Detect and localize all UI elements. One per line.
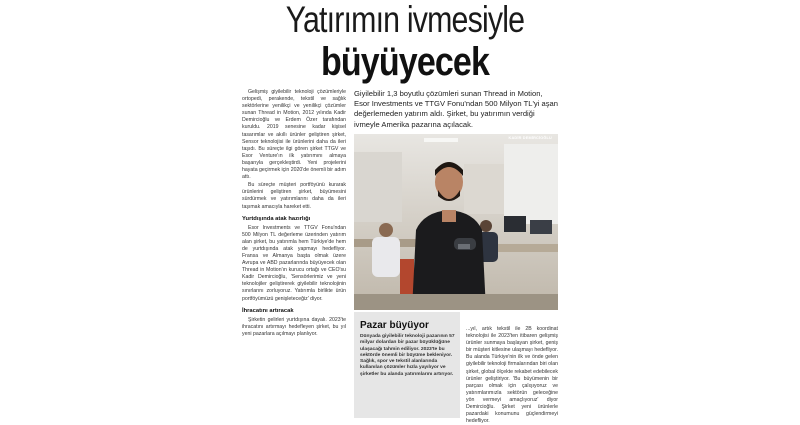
subheading-abroad: Yurtdışında atak hazırlığı <box>242 215 311 222</box>
headline-line2: büyüyecek <box>320 40 490 84</box>
lead-paragraph: Giyilebilir 1,3 boyutlu çözümleri sunan Thread in Motion, Esor Investments ve TTGV Fonu'ndan 500 Milyon TL'yi aşan değerlemeden yatırım aldı. Şirket, bu yatırımın verdiği ivmeyle Amerika pazarına açılacak. <box>354 89 558 129</box>
headline-line1: Yatırımın ivmesiyle <box>285 0 525 40</box>
sidebar-box <box>354 312 460 418</box>
left-paragraph-3: Esor Investments ve TTGV Fonu'ndan 500 Milyon TL değerleme üzerinden yatırım alan şirket, bu yatırımla hem Türkiye'de hem de yurtdışında atak yapmayı hedefliyor. Fransa ve Almanya başta olmak üzere Avrupa ve ABD pazarlarında büyüyecek olan Thread in Motion'ın kurucu ortağı ve CEO'su Kadir Demircioğlu, 'Sensörlerimiz ve yeni teknolojiler geliştirerek giyilebilir teknolojinin sınırlarını zorluyoruz. Yatırımla birlikte ürün portföyümüzü genişleteceğiz' diyor. <box>242 224 346 302</box>
photo-credit: KADİR DEMİRCİOĞLU <box>508 136 552 140</box>
left-column <box>242 89 346 418</box>
box-text: Dünyada giyilebilir teknoloji pazarının 57 milyar dolardan bir pazar büyüklüğüne ulaşacağı tahmin ediliyor. 2023'te bu sektörde önemli bir büyüme bekleniyor. Sağlık, spor ve tekstil alanlarında kullanılan çözümler hızla yayılıyor ve şirketler bu alanda yatırımlarını artırıyor. <box>360 334 455 377</box>
box-title: Pazar büyüyor <box>360 320 429 331</box>
right-paragraph: ...yıl, artık tekstil ile 2B koordinat teknolojisi ile 2023'ten itibaren gelişmiş ürünler sunmaya başlayan şirket, geniş bir müşteri kitlesine ulaşmayı hedefliyor. Bu alanda Türkiye'nin ilk ve önde gelen giyilebilir teknoloji firmalarından biri olan şirket, global ölçekte rekabet edebilecek ürünler geliştiriyor. 'Bu büyümenin bir parçası olmak için çalışıyoruz ve yatırımlarımızla sektörün geleceğine yön vermeyi amaçlıyoruz' diyor Demircioğlu. Şirket yeni ürünlerle pazardaki konumunu güçlendirmeyi hedefliyor. <box>466 326 558 425</box>
left-paragraph-1: Gelişmiş giyilebilir teknoloji çözümleriyle ortopedi, perakende, tekstil ve sağlık sektörlerine yenilikçi ve yenilikçi çözümler sunan Thread in Motion, 2012 yılında Kadir Demircioğlu ve Erdem Özer tarafından kuruldu. 2019 senesine kadar kişisel tasarımlar ve akıllı ürünler geliştiren şirket, Sensor teknolojisi ile ürünlerini daha da ileri taşıdı. Bu süreçte ilgi gören şirket TTGV ve Esor Venture'ın ilk yatırımını almaya başarıyla gerçekleştirdi. Yeni projelerini hayata geçirmek için 2020'de önemli bir adım attı. <box>242 89 346 181</box>
photo-illustration <box>354 134 558 310</box>
left-paragraph-2: Bu süreçte müşteri portföyünü kurarak ürünlerini geliştiren şirket, büyümesini sürdürmek ve yatırımlarını daha da ileri taşımak amacıyla hareket etti. <box>242 182 346 210</box>
article-photo <box>354 134 558 310</box>
subheading-export: İhracatını artıracak <box>242 307 294 314</box>
right-column <box>466 326 558 425</box>
left-paragraph-4: Şirketin gelirleri yurtdışına dayalı. 2023'te ihracatını artırmayı hedefleyen şirket, bu yıl yeni pazarlara açılmayı planlıyor. <box>242 316 346 337</box>
